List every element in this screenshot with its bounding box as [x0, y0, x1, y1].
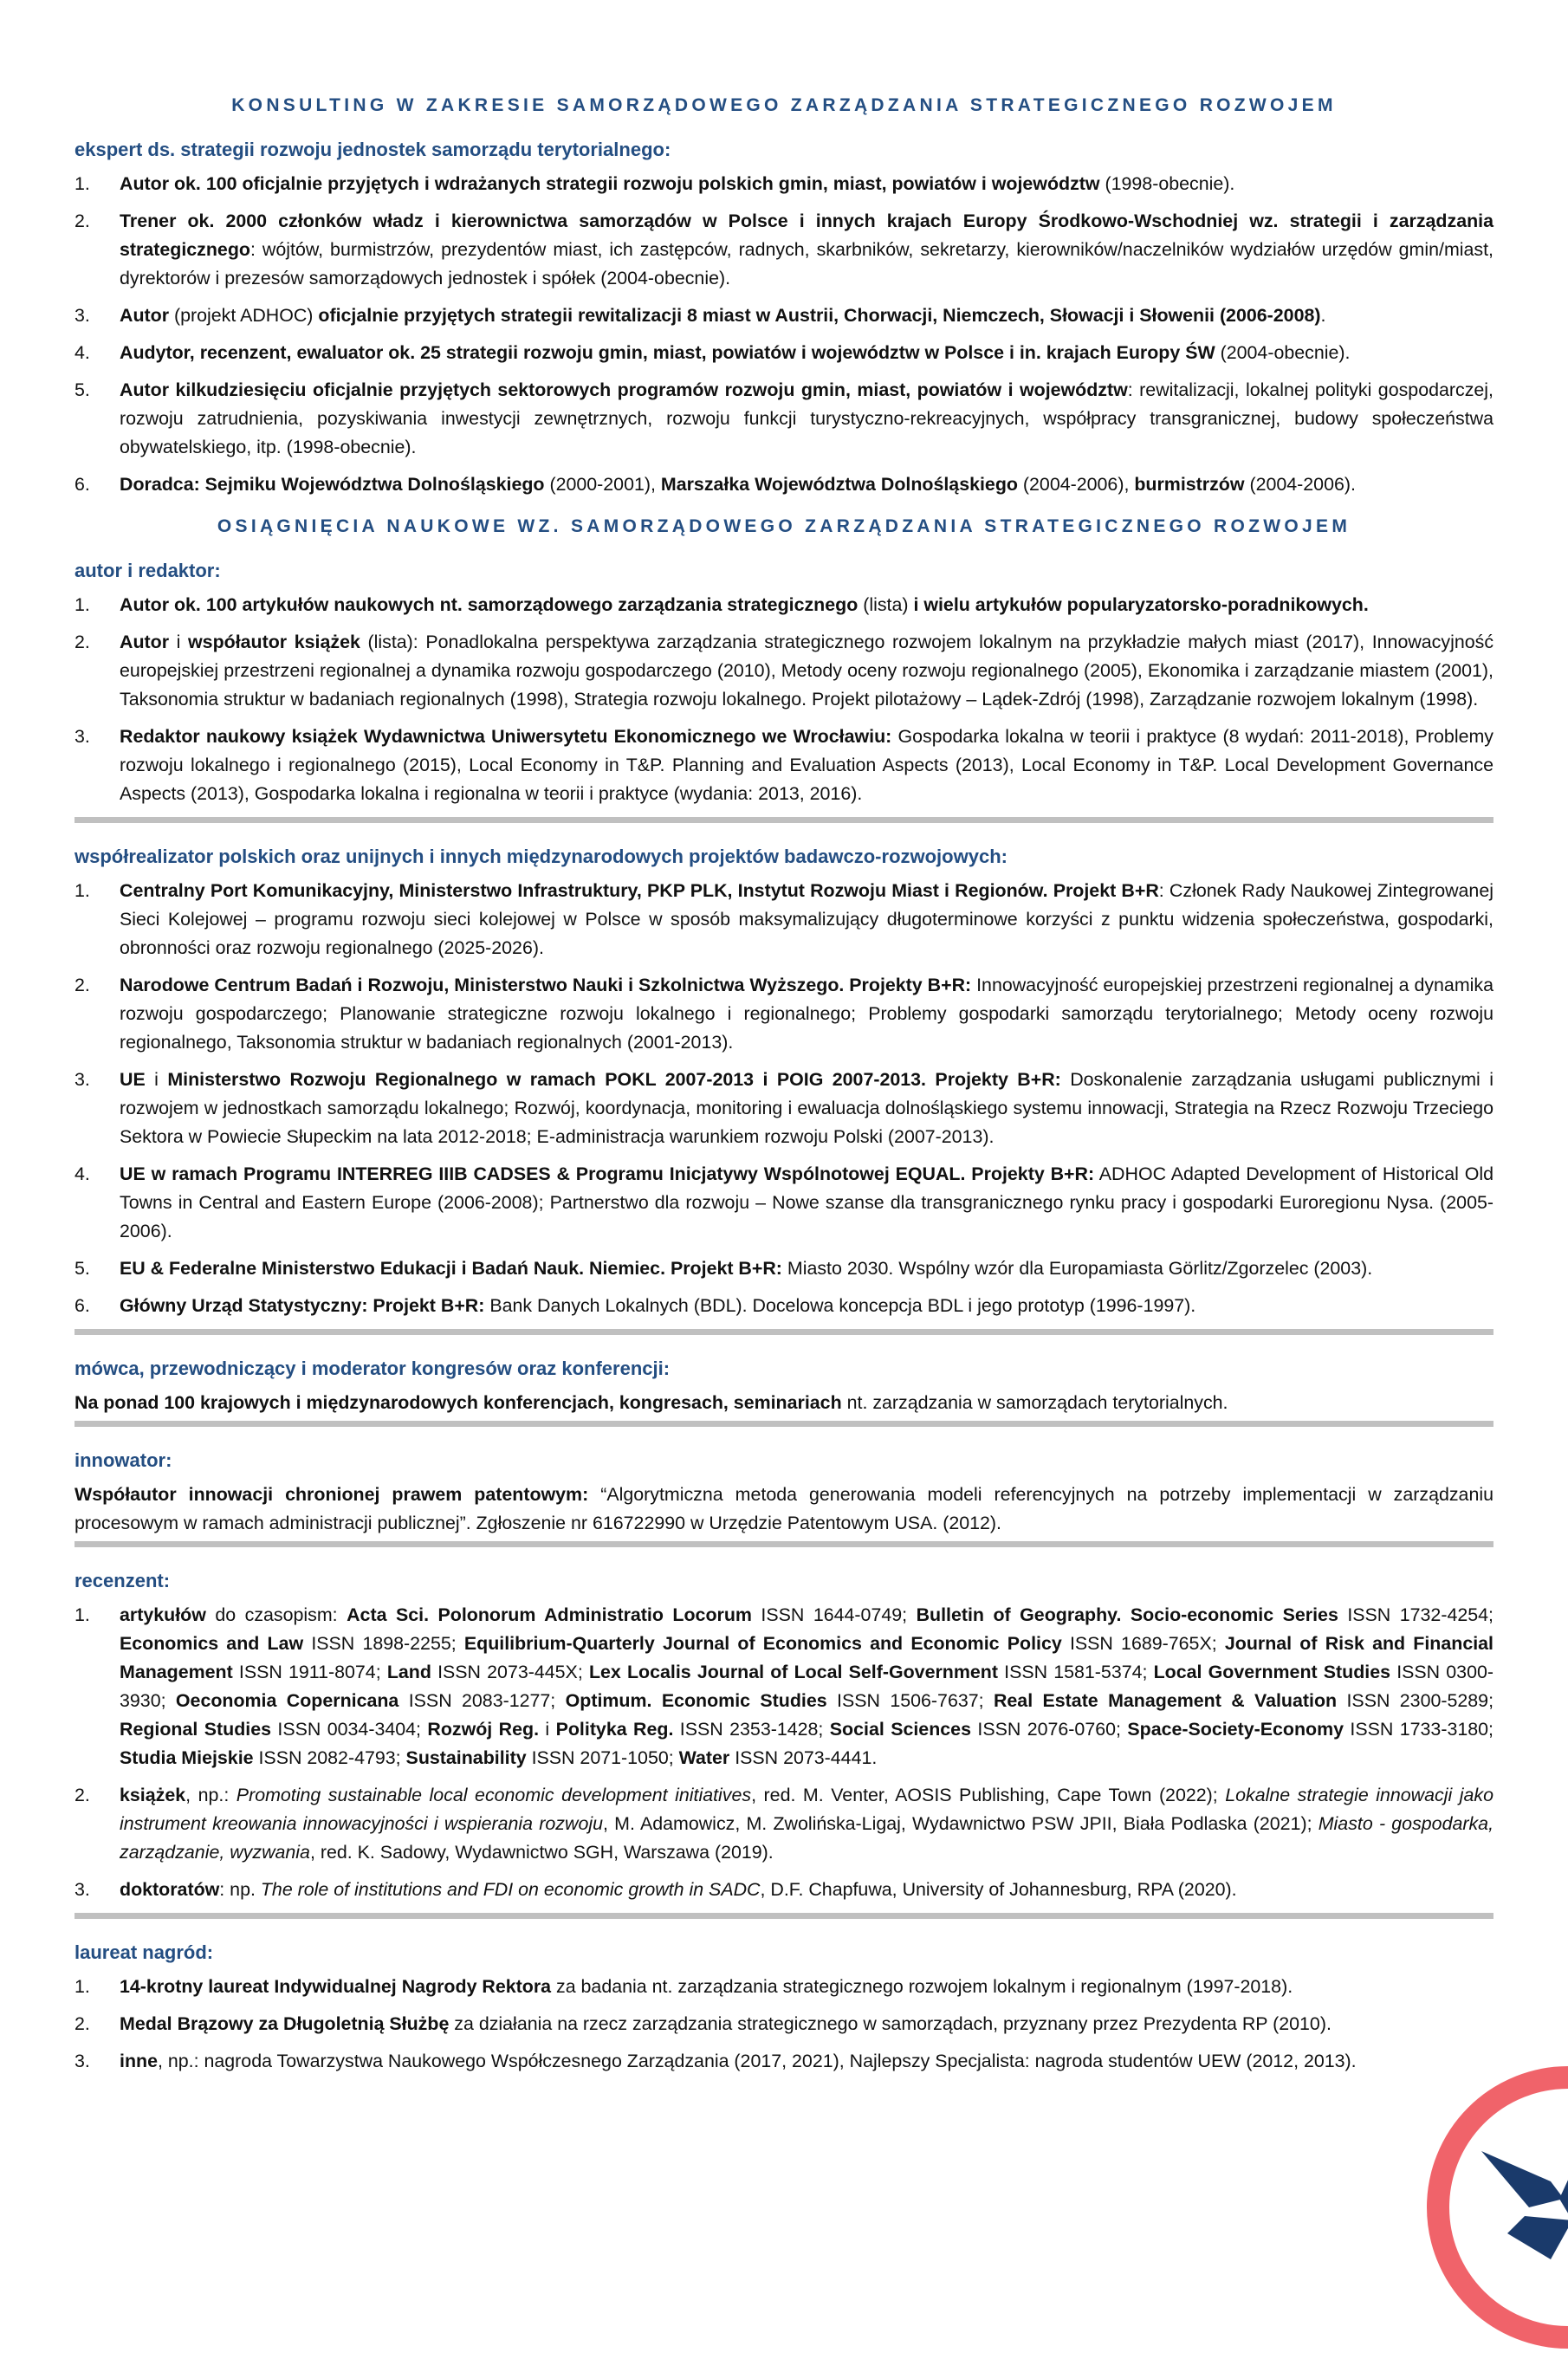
text-run: Real Estate Management & Valuation — [993, 1690, 1338, 1711]
text-run: Rozwój Reg. — [427, 1719, 540, 1740]
text-run: : wójtów, burmistrzów, prezydentów miast, ich zastępców, radnych, skarbników, sekretarzy, kierowników/naczelników wydziałów urzędów gmin/miast, dyrektorów i prezesów samorządowych jednostek i spółek (2004-obecnie). — [120, 239, 1493, 288]
text-run: (lista) — [858, 594, 914, 615]
list-number: 1. — [75, 1976, 90, 1997]
text-run: 14-krotny laureat Indywidualnej Nagrody Rektora — [120, 1976, 552, 1997]
list-item — [75, 170, 1493, 198]
text-run: Gospodarka lokalna w teorii i praktyce (8 wydań: 2011-2018), Problemy rozwoju lokalnego i regionalnego (2015), Local Economy in T&P. Planning and Evaluation Aspects (2013), Local Economy in T&P. Local Development Governance Aspects (2013), Gospodarka lokalna i regionalna w teorii i praktyce (wydania: 2013, 2016). — [120, 726, 1493, 804]
text-run: : Członek Rady Naukowej Zintegrowanej Sieci Kolejowej – programu rozwoju sieci kolejowej w Polsce w sposób maksymalizujący długoterminowe korzyści z punktu widzenia społeczeństwa, gospodarki, obronności oraz rozwoju regionalnego (2025-2026). — [120, 880, 1493, 958]
text-run: Bulletin of Geography. Socio-economic Series — [916, 1604, 1338, 1625]
text-run: EU & Federalne Ministerstwo Edukacji i Badań Nauk. Niemiec. Projekt B+R: — [120, 1258, 782, 1279]
group-expert — [75, 137, 1493, 499]
text-run: Local Government Studies — [1153, 1662, 1391, 1682]
awards-list — [75, 1973, 1493, 2076]
projects-list — [75, 877, 1493, 1320]
text-run: ISSN 1898-2255; — [303, 1633, 464, 1654]
divider — [75, 1541, 1493, 1547]
text-run: (1998-obecnie). — [1099, 173, 1235, 194]
divider — [75, 1421, 1493, 1427]
innovator-paragraph — [75, 1481, 1493, 1538]
text-run: i — [145, 1069, 168, 1090]
list-number: 3. — [75, 1879, 90, 1900]
text-run: Autor ok. 100 artykułów naukowych nt. samorządowego zarządzania strategicznego — [120, 594, 859, 615]
text-run: Autor — [120, 632, 170, 652]
text-run: ISSN 2300-5289; — [1337, 1690, 1494, 1711]
text-run: Autor ok. 100 oficjalnie przyjętych i wdrażanych strategii rozwoju polskich gmin, miast, powiatów i województw — [120, 173, 1100, 194]
text-run: The role of institutions and FDI on economic growth in SADC — [260, 1879, 761, 1900]
text-run: Marszałka Województwa Dolnośląskiego — [660, 474, 1018, 495]
text-run: : rewitalizacji, lokalnej polityki gospodarczej, rozwoju zatrudnienia, pozyskiwania inwestycji zewnętrznych, rozwoju funkcji turystyczno-rekreacyjnych, współpracy transgranicznej, budowy społeczeństwa obywatelskiego, itp. (1998-obecnie). — [120, 379, 1493, 457]
text-run: ISSN 2073-4441. — [729, 1747, 878, 1768]
text-run: ISSN 1733-3180; — [1344, 1719, 1493, 1740]
text-run: (2004-obecnie). — [1215, 342, 1351, 363]
text-run: Regional Studies — [120, 1719, 271, 1740]
text-run: Współautor innowacji chronionej prawem patentowym: — [75, 1484, 589, 1505]
group-innovator — [75, 1448, 1493, 1538]
text-run: artykułów — [120, 1604, 206, 1625]
divider — [75, 1329, 1493, 1335]
text-run: nt. zarządzania w samorządach terytorialnych. — [841, 1392, 1228, 1413]
text-run: za działania na rzecz zarządzania strategicznego w samorządach, przyznany przez Prezydenta RP (2010). — [449, 2013, 1332, 2034]
text-run: Equilibrium-Quarterly Journal of Economics and Economic Policy — [463, 1633, 1062, 1654]
list-number: 4. — [75, 1163, 90, 1184]
list-item — [75, 207, 1493, 293]
text-run: Innowacyjność europejskiej przestrzeni regionalnej a dynamika rozwoju gospodarczego; Planowanie strategiczne rozwoju lokalnego i regionalnego; Problemy gospodarki samorządu terytorialnego; Metody oceny rozwoju regionalnego, Taksonomia struktur w badaniach regionalnych (2001-2013). — [120, 975, 1493, 1053]
text-run: (2000-2001), — [544, 474, 661, 495]
text-run: UE — [120, 1069, 146, 1090]
text-run: Doskonalenie zarządzania usługami publicznymi i rozwojem w jednostkach samorządu lokalnego; Rozwój, koordynacja, monitoring i ewaluacja dolnośląskiego systemu innowacji, Strategia na Rzecz Rozwoju Trzeciego Sektora w Powiecie Słupeckim na lata 2012-2018; E-administracja warunkiem rozwoju Polski (2007-2013). — [120, 1069, 1493, 1147]
author-list — [75, 591, 1493, 808]
text-run: i wielu artykułów popularyzatorsko-poradnikowych. — [913, 594, 1369, 615]
text-run: Polityka Reg. — [555, 1719, 674, 1740]
text-run: ISSN 2076-0760; — [970, 1719, 1128, 1740]
group-speaker — [75, 1356, 1493, 1417]
text-run: Sustainability — [405, 1747, 527, 1768]
list-item — [75, 1876, 1493, 1904]
text-run: Miasto - gospodarka, zarządzanie, wyzwania — [120, 1813, 1494, 1863]
text-run: , np.: — [185, 1785, 236, 1805]
list-item — [75, 591, 1493, 619]
text-run: (2004-2006), — [1017, 474, 1135, 495]
list-number: 4. — [75, 342, 90, 363]
group-heading-speaker: mówca, przewodniczący i moderator kongresów oraz konferencji: — [75, 1358, 671, 1379]
text-run: do czasopism: — [205, 1604, 347, 1625]
text-run: i — [169, 632, 189, 652]
list-number: 1. — [75, 1604, 90, 1625]
list-item — [75, 723, 1493, 808]
list-item — [75, 2047, 1493, 2076]
list-number: 2. — [75, 2013, 90, 2034]
text-run: ADHOC Adapted Development of Historical Old Towns in Central and Eastern Europe (2006-2008); Partnerstwo dla rozwoju – Nowe szanse dla transgranicznego rynku pracy i gospodarki Euroregionu Nysa. (2005-2006). — [120, 1163, 1493, 1241]
section-title-achievements: OSIĄGNIĘCIA NAUKOWE WZ. SAMORZĄDOWEGO ZARZĄDZANIA STRATEGICZNEGO ROZWOJEM — [217, 516, 1351, 536]
list-number: 5. — [75, 1258, 90, 1279]
text-run: , np.: nagroda Towarzystwa Naukowego Współczesnego Zarządzania (2017, 2021), Najlepszy Specjalista: nagroda studentów UEW (2012, 2013). — [157, 2051, 1357, 2071]
list-item — [75, 1160, 1493, 1246]
list-number: 1. — [75, 880, 90, 901]
text-run: Centralny Port Komunikacyjny, Ministerstwo Infrastruktury, PKP PLK, Instytut Rozwoju Miast i Regionów. Projekt B+R — [120, 880, 1159, 901]
list-number: 2. — [75, 632, 90, 652]
section-title-consulting: KONSULTING W ZAKRESIE SAMORZĄDOWEGO ZARZĄDZANIA STRATEGICZNEGO ROZWOJEM — [231, 95, 1337, 115]
text-run: Trener ok. 2000 członków władz i kierownictwa samorządów w Polsce i innych krajach Europy Środkowo-Wschodniej wz. strategii i zarządzania strategicznego — [120, 211, 1493, 260]
text-run: współautor książek — [188, 632, 360, 652]
compass-star-logo-icon — [1421, 2060, 1568, 2355]
group-heading-author: autor i redaktor: — [75, 560, 221, 581]
text-run: Bank Danych Lokalnych (BDL). Docelowa koncepcja BDL i jego prototyp (1996-1997). — [484, 1295, 1196, 1316]
list-number: 3. — [75, 2051, 90, 2071]
text-run: Autor — [120, 305, 170, 326]
list-number: 1. — [75, 594, 90, 615]
text-run: Optimum. Economic Studies — [565, 1690, 827, 1711]
text-run: ISSN 1581-5374; — [997, 1662, 1154, 1682]
group-author — [75, 558, 1493, 808]
list-item — [75, 1781, 1493, 1867]
text-run: Water — [678, 1747, 730, 1768]
text-run: Studia Miejskie — [120, 1747, 254, 1768]
group-heading-awards: laureat nagród: — [75, 1941, 214, 1963]
list-item — [75, 877, 1493, 962]
list-number: 2. — [75, 211, 90, 231]
text-run: Medal Brązowy za Długoletnią Służbę — [120, 2013, 450, 2034]
expert-list — [75, 170, 1493, 499]
text-run: Social Sciences — [829, 1719, 971, 1740]
text-run: i — [539, 1719, 556, 1740]
text-run: Redaktor naukowy książek Wydawnictwa Uniwersytetu Ekonomicznego we Wrocławiu: — [120, 726, 892, 747]
list-item — [75, 376, 1493, 462]
list-number: 3. — [75, 1069, 90, 1090]
text-run: książek — [120, 1785, 186, 1805]
list-item — [75, 1066, 1493, 1151]
text-run: : np. — [219, 1879, 261, 1900]
divider — [75, 817, 1493, 823]
text-run: , M. Adamowicz, M. Zwolińska-Ligaj, Wydawnictwo PSW JPII, Biała Podlaska (2021); — [603, 1813, 1319, 1834]
group-reviewer — [75, 1568, 1493, 1904]
list-number: 1. — [75, 173, 90, 194]
group-heading-expert: ekspert ds. strategii rozwoju jednostek samorządu terytorialnego: — [75, 139, 671, 160]
list-item — [75, 1292, 1493, 1320]
text-run: ISSN 2073-445X; — [431, 1662, 589, 1682]
text-run: , red. K. Sadowy, Wydawnictwo SGH, Warszawa (2019). — [309, 1842, 774, 1863]
list-item — [75, 470, 1493, 499]
group-heading-reviewer: recenzent: — [75, 1570, 171, 1591]
text-run: ISSN 0034-3404; — [271, 1719, 428, 1740]
text-run: (lista): Ponadlokalna perspektywa zarządzania strategicznego rozwojem lokalnym na przykładzie małych miast (2017), Innowacyjność europejskiej przestrzeni regionalnej a dynamika rozwoju gospodarczego (2010), Metody oceny rozwoju regionalnego (2005), Ekonomika i zarządzanie miastem (2001), Taksonomia struktur w badaniach regionalnych (1998), Strategia rozwoju lokalnego. Projekt pilotażowy – Lądek-Zdrój (1998), Zarządzanie rozwojem lokalnym (1998). — [120, 632, 1494, 710]
text-run: ISSN 2353-1428; — [673, 1719, 830, 1740]
text-run: oficjalnie przyjętych strategii rewitalizacji 8 miast w Austrii, Chorwacji, Niemczech, Słowacji i Słowenii (2006-2008) — [318, 305, 1321, 326]
list-item — [75, 1973, 1493, 2001]
text-run: . — [1320, 305, 1326, 326]
text-run: Główny Urząd Statystyczny: Projekt B+R: — [120, 1295, 485, 1316]
text-run: ISSN 1911-8074; — [232, 1662, 387, 1682]
text-run: Space-Society-Economy — [1127, 1719, 1344, 1740]
list-item — [75, 628, 1493, 714]
text-run: Journal of Risk and Financial Management — [120, 1633, 1493, 1682]
list-item — [75, 2010, 1493, 2038]
group-projects — [75, 844, 1493, 1320]
text-run: ISSN 2082-4793; — [253, 1747, 406, 1768]
speaker-paragraph — [75, 1389, 1493, 1417]
list-number: 2. — [75, 1785, 90, 1805]
text-run: ISSN 1689-765X; — [1061, 1633, 1225, 1654]
text-run: za badania nt. zarządzania strategicznego rozwojem lokalnym i regionalnym (1997-2018). — [551, 1976, 1293, 1997]
text-run: Miasto 2030. Wspólny wzór dla Europamiasta Görlitz/Zgorzelec (2003). — [781, 1258, 1373, 1279]
list-item — [75, 339, 1493, 367]
text-run: Autor kilkudziesięciu oficjalnie przyjętych sektorowych programów rozwoju gmin, miast, powiatów i województw — [120, 379, 1128, 400]
reviewer-list — [75, 1601, 1493, 1904]
text-run: doktoratów — [120, 1879, 220, 1900]
text-run: ISSN 0300-3930; — [120, 1662, 1493, 1711]
text-run: Land — [386, 1662, 431, 1682]
text-run: (2004-2006). — [1244, 474, 1356, 495]
list-number: 6. — [75, 474, 90, 495]
text-run: Doradca: Sejmiku Województwa Dolnośląskiego — [120, 474, 545, 495]
divider — [75, 1913, 1493, 1919]
list-number: 3. — [75, 305, 90, 326]
text-run: Economics and Law — [120, 1633, 304, 1654]
text-run: , red. M. Venter, AOSIS Publishing, Cape Town (2022); — [751, 1785, 1226, 1805]
text-run: Lokalne strategie innowacji jako instrument kreowania innowacyjności i wspierania rozwoju — [120, 1785, 1493, 1834]
cv-page — [75, 95, 1493, 2084]
text-run: Lex Localis Journal of Local Self-Government — [588, 1662, 998, 1682]
text-run: ISSN 1644-0749; — [751, 1604, 917, 1625]
list-item — [75, 1254, 1493, 1283]
text-run: Promoting sustainable local economic development initiatives — [236, 1785, 752, 1805]
list-item — [75, 1601, 1493, 1772]
text-run: Na ponad 100 krajowych i międzynarodowych konferencjach, kongresach, seminariach — [75, 1392, 842, 1413]
text-run: (projekt ADHOC) — [169, 305, 319, 326]
group-awards — [75, 1940, 1493, 2076]
list-number: 3. — [75, 726, 90, 747]
list-item — [75, 971, 1493, 1057]
text-run: UE w ramach Programu INTERREG IIIB CADSES & Programu Inicjatywy Wspólnotowej EQUAL. Projekty B+R: — [120, 1163, 1095, 1184]
text-run: Acta Sci. Polonorum Administratio Locorum — [347, 1604, 752, 1625]
group-heading-projects: współrealizator polskich oraz unijnych i innych międzynarodowych projektów badawczo-rozwojowych: — [75, 846, 1008, 867]
list-number: 2. — [75, 975, 90, 995]
text-run: Audytor, recenzent, ewaluator ok. 25 strategii rozwoju gmin, miast, powiatów i województw w Polsce i in. krajach Europy ŚW — [120, 342, 1215, 363]
text-run: ISSN 2071-1050; — [526, 1747, 679, 1768]
text-run: Oeconomia Copernicana — [175, 1690, 399, 1711]
group-heading-innovator: innowator: — [75, 1449, 172, 1471]
text-run: Ministerstwo Rozwoju Regionalnego w ramach POKL 2007-2013 i POIG 2007-2013. Projekty B+R: — [167, 1069, 1061, 1090]
list-item — [75, 301, 1493, 330]
text-run: ISSN 1506-7637; — [826, 1690, 994, 1711]
text-run: inne — [120, 2051, 158, 2071]
text-run: Narodowe Centrum Badań i Rozwoju, Ministerstwo Nauki i Szkolnictwa Wyższego. Projekty B+R: — [120, 975, 972, 995]
text-run: , D.F. Chapfuwa, University of Johannesburg, RPA (2020). — [760, 1879, 1237, 1900]
text-run: “Algorytmiczna metoda generowania modeli referencyjnych na potrzeby implementacji w zarządzaniu procesowym w ramach administracji publicznej”. Zgłoszenie nr 616722990 w Urzędzie Patentowym USA. (2012). — [75, 1484, 1494, 1533]
list-number: 5. — [75, 379, 90, 400]
text-run: ISSN 1732-4254; — [1338, 1604, 1493, 1625]
list-number: 6. — [75, 1295, 90, 1316]
text-run: burmistrzów — [1134, 474, 1245, 495]
text-run: ISSN 2083-1277; — [398, 1690, 566, 1711]
